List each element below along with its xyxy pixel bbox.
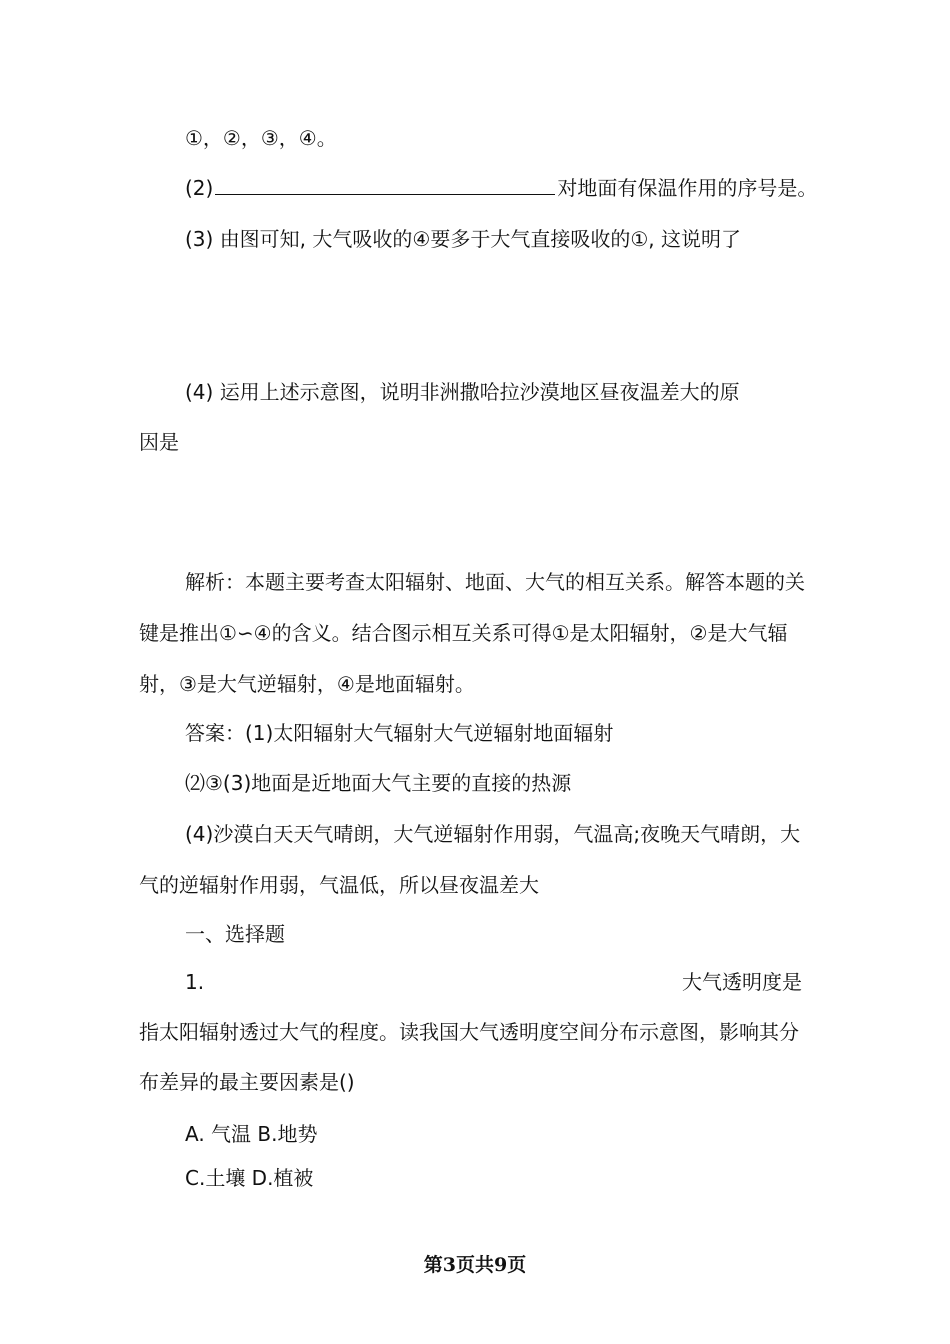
q2-prefix: (2) [185, 176, 214, 200]
question-4-line-1: (4) 运用上述示意图，说明非洲撒哈拉沙漠地区昼夜温差大的原 [185, 380, 740, 404]
q2-suffix: 对地面有保温作用的序号是。 [557, 176, 818, 200]
section-title: 一、选择题 [185, 922, 285, 946]
question-2 [185, 174, 817, 202]
page-number-footer: 第3页共9页 [423, 1254, 527, 1276]
mc1-options-cd: C.土壤 D.植被 [185, 1166, 314, 1190]
answer-line-1: 答案：(1)太阳辐射大气辐射大气逆辐射地面辐射 [185, 721, 614, 745]
answer-line-2: ⑵③(3)地面是近地面大气主要的直接的热源 [185, 771, 572, 795]
mc1-number: 1. [185, 970, 205, 994]
mc1-line-3: 布差异的最主要因素是() [139, 1070, 355, 1094]
question-3: (3) 由图可知, 大气吸收的④要多于大气直接吸收的①, 这说明了 [185, 227, 741, 251]
analysis-line-3: 射，③是大气逆辐射，④是地面辐射。 [139, 672, 475, 696]
analysis-line-2: 键是推出①∽④的含义。结合图示相互关系可得①是太阳辐射，②是大气辐 [139, 621, 788, 645]
answer-line-3: (4)沙漠白天天气晴朗，大气逆辐射作用弱，气温高;夜晚天气晴朗，大 [185, 822, 801, 846]
question-4-line-2: 因是 [139, 430, 179, 454]
mc1-line-2: 指太阳辐射透过大气的程度。读我国大气透明度空间分布示意图，影响其分 [139, 1020, 799, 1044]
mc1-intro: 大气透明度是 [682, 970, 802, 994]
q1-answer-circles: ①，②，③，④。 [185, 126, 337, 150]
analysis-line-1: 解析：本题主要考查太阳辐射、地面、大气的相互关系。解答本题的关 [185, 570, 805, 594]
mc1-options-ab: A. 气温 B.地势 [185, 1122, 318, 1146]
answer-line-4: 气的逆辐射作用弱，气温低，所以昼夜温差大 [139, 873, 539, 897]
q2-answer-blank[interactable] [215, 174, 555, 195]
